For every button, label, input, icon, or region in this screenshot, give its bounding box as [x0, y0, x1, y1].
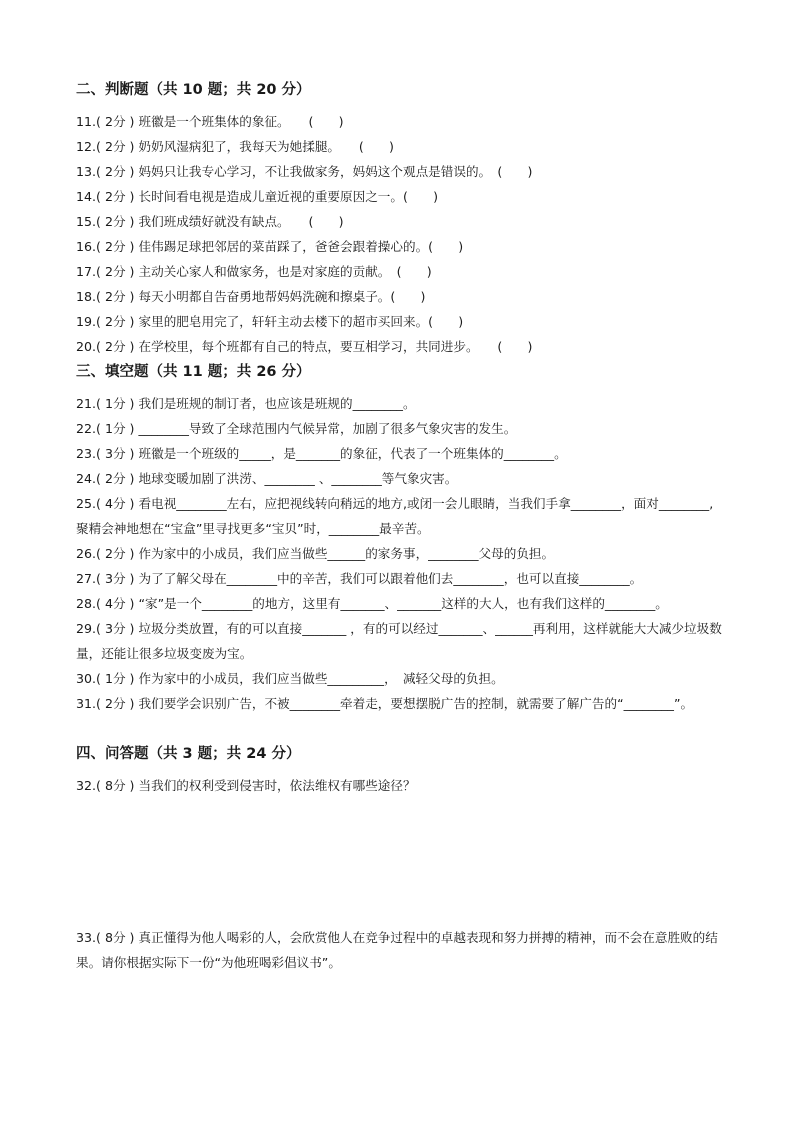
- question-28: [76, 591, 722, 616]
- question-27: [76, 566, 722, 591]
- question-30: [76, 666, 722, 691]
- question-text: 作为家中的小成员，我们应当做些______的家务事，________父母的负担。: [138, 546, 555, 561]
- question-score: ( 1分 ): [96, 671, 135, 686]
- question-text: 地球变暖加剧了洪涝、________ 、________等气象灾害。: [138, 471, 458, 486]
- question-text: 妈妈只让我专心学习，不让我做家务，妈妈这个观点是错误的。 ( ): [138, 164, 533, 179]
- question-number: 11.: [76, 114, 97, 129]
- question-text: 我们是班规的制订者，也应该是班规的________。: [138, 396, 416, 411]
- question-29: [76, 616, 722, 666]
- question-score: ( 1分 ): [96, 421, 135, 436]
- question-24: [76, 466, 722, 491]
- question-14: [76, 184, 722, 209]
- question-text: 我们要学会识别广告，不被________牵着走，要想摆脱广告的控制，就需要了解广告的“________”。: [138, 696, 694, 711]
- question-11: [76, 109, 722, 134]
- question-number: 25.: [76, 496, 97, 511]
- question-15: [76, 209, 722, 234]
- question-score: ( 2分 ): [96, 239, 135, 254]
- question-number: 30.: [76, 671, 97, 686]
- question-score: ( 3分 ): [96, 446, 135, 461]
- question-number: 18.: [76, 289, 97, 304]
- question-18: [76, 284, 722, 309]
- question-score: ( 4分 ): [96, 596, 135, 611]
- question-13: [76, 159, 722, 184]
- question-number: 32.: [76, 778, 97, 793]
- question-score: ( 2分 ): [96, 114, 135, 129]
- section-title-judge: 二、判断题（共 10 题；共 20 分）: [76, 82, 311, 98]
- question-text: 当我们的权利受到侵害时，依法维权有哪些途径？: [138, 778, 416, 793]
- question-score: ( 1分 ): [96, 396, 135, 411]
- question-number: 27.: [76, 571, 97, 586]
- question-score: ( 2分 ): [96, 339, 135, 354]
- question-score: ( 3分 ): [96, 621, 135, 636]
- question-text: 在学校里，每个班都有自己的特点，要互相学习，共同进步。 ( ): [138, 339, 533, 354]
- question-score: ( 2分 ): [96, 164, 135, 179]
- question-number: 21.: [76, 396, 97, 411]
- question-16: [76, 234, 722, 259]
- question-score: ( 2分 ): [96, 314, 135, 329]
- question-21: [76, 391, 722, 416]
- question-score: ( 2分 ): [96, 546, 135, 561]
- question-text: 主动关心家人和做家务，也是对家庭的贡献。 ( ): [138, 264, 432, 279]
- question-number: 12.: [76, 139, 97, 154]
- question-32: [76, 773, 722, 798]
- question-22: [76, 416, 722, 441]
- question-text: 长时间看电视是造成儿童近视的重要原因之一。( ): [138, 189, 438, 204]
- question-text: 看电视________左右，应把视线转向稍远的地方,或闭一会儿眼睛，当我们手拿________，面对________,聚精会神地想在“宝盒”里寻找更多“宝贝”时，________最辛苦。: [76, 496, 714, 536]
- question-score: ( 3分 ): [96, 571, 135, 586]
- question-score: ( 2分 ): [96, 189, 135, 204]
- question-text: 家里的肥皂用完了，轩轩主动去楼下的超市买回来。( ): [138, 314, 464, 329]
- question-score: ( 8分 ): [96, 930, 135, 945]
- question-12: [76, 134, 722, 159]
- question-number: 24.: [76, 471, 97, 486]
- question-text: 垃圾分类放置，有的可以直接_______ ，有的可以经过_______、______再利用，这样就能大大减少垃圾数量，还能让很多垃圾变废为宝。: [76, 621, 722, 661]
- question-25: [76, 491, 722, 541]
- question-score: ( 2分 ): [96, 471, 135, 486]
- question-number: 29.: [76, 621, 97, 636]
- question-text: 班徽是一个班级的_____，是_______的象征，代表了一个班集体的________。: [138, 446, 567, 461]
- question-number: 19.: [76, 314, 97, 329]
- question-score: ( 2分 ): [96, 139, 135, 154]
- question-text: “家”是一个________的地方，这里有_______、_______这样的大人，也有我们这样的________。: [138, 596, 668, 611]
- question-19: [76, 309, 722, 334]
- question-score: ( 2分 ): [96, 696, 135, 711]
- question-number: 16.: [76, 239, 97, 254]
- question-score: ( 2分 ): [96, 214, 135, 229]
- question-text: 作为家中的小成员，我们应当做些_________， 减轻父母的负担。: [138, 671, 504, 686]
- question-number: 28.: [76, 596, 97, 611]
- question-number: 26.: [76, 546, 97, 561]
- question-number: 17.: [76, 264, 97, 279]
- question-23: [76, 441, 722, 466]
- question-26: [76, 541, 722, 566]
- question-score: ( 8分 ): [96, 778, 135, 793]
- question-number: 15.: [76, 214, 97, 229]
- question-number: 33.: [76, 930, 97, 945]
- section-title-answer: 四、问答题（共 3 题；共 24 分）: [76, 746, 301, 762]
- question-text: ________导致了全球范围内气候异常，加剧了很多气象灾害的发生。: [138, 421, 517, 436]
- question-text: 为了了解父母在________中的辛苦，我们可以跟着他们去________，也可以直接________。: [138, 571, 643, 586]
- question-number: 13.: [76, 164, 97, 179]
- question-number: 22.: [76, 421, 97, 436]
- question-text: 佳伟踢足球把邻居的菜苗踩了，爸爸会跟着操心的。( ): [138, 239, 464, 254]
- question-number: 23.: [76, 446, 97, 461]
- section-title-fill: 三、填空题（共 11 题；共 26 分）: [76, 364, 311, 380]
- question-text: 我们班成绩好就没有缺点。 ( ): [138, 214, 344, 229]
- question-number: 20.: [76, 339, 97, 354]
- question-text: 真正懂得为他人喝彩的人，会欣赏他人在竞争过程中的卓越表现和努力拼搏的精神，而不会在意胜败的结果。请你根据实际下一份“为他班喝彩倡议书”。: [76, 930, 718, 970]
- question-score: ( 2分 ): [96, 264, 135, 279]
- question-20: [76, 334, 722, 359]
- question-number: 31.: [76, 696, 97, 711]
- question-text: 班徽是一个班集体的象征。 ( ): [138, 114, 344, 129]
- question-31: [76, 691, 722, 716]
- question-text: 奶奶风湿病犯了，我每天为她揉腿。 ( ): [138, 139, 394, 154]
- question-17: [76, 259, 722, 284]
- question-score: ( 4分 ): [96, 496, 135, 511]
- question-text: 每天小明都自告奋勇地帮妈妈洗碗和擦桌子。( ): [138, 289, 426, 304]
- question-33: [76, 925, 722, 975]
- question-score: ( 2分 ): [96, 289, 135, 304]
- question-number: 14.: [76, 189, 97, 204]
